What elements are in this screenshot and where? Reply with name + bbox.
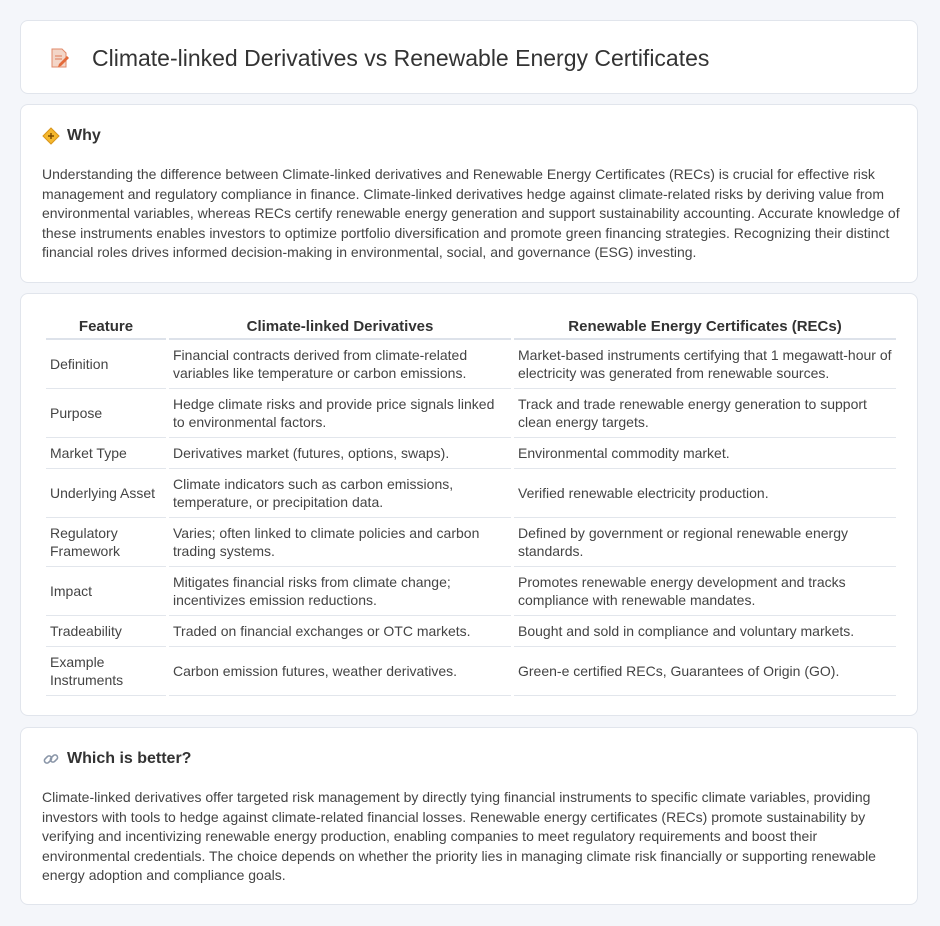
table-row — [46, 469, 896, 518]
climate-cell: Mitigates financial risks from climate change; incentivizes emission reductions. — [169, 567, 511, 616]
diamond-sign-icon — [42, 127, 60, 145]
feature-cell: Market Type — [46, 438, 166, 469]
feature-cell: Example Instruments — [46, 647, 166, 696]
feature-cell: Impact — [46, 567, 166, 616]
climate-cell: Derivatives market (futures, options, swaps). — [169, 438, 511, 469]
rec-cell: Bought and sold in compliance and voluntary markets. — [514, 616, 896, 647]
feature-cell: Underlying Asset — [46, 469, 166, 518]
rec-cell: Promotes renewable energy development and tracks compliance with renewable mandates. — [514, 567, 896, 616]
comparison-table — [43, 316, 899, 696]
feature-cell: Definition — [46, 340, 166, 389]
why-text: Understanding the difference between Climate-linked derivatives and Renewable Energy Certificates (RECs) is crucial for effective risk management and regulatory compliance in finance. Climate-linked derivatives hedge against climate-related risks by deriving value from environmental variables, whereas RECs certify renewable energy generation and support sustainability accounting. Accurate knowledge of these instruments enables investors to optimize portfolio diversification and promote green financing strategies. Recognizing their distinct financial roles drives informed decision-making in environmental, social, and governance (ESG) investing. — [42, 166, 900, 260]
rec-cell: Green-e certified RECs, Guarantees of Origin (GO). — [514, 647, 896, 696]
why-section — [20, 104, 918, 283]
feature-cell: Purpose — [46, 389, 166, 438]
better-heading: Which is better? — [67, 750, 192, 767]
header-climate-derivatives: Climate-linked Derivatives — [169, 316, 511, 340]
title-card — [20, 20, 918, 94]
header-recs: Renewable Energy Certificates (RECs) — [514, 316, 896, 340]
which-is-better-section — [20, 727, 918, 905]
climate-cell: Carbon emission futures, weather derivatives. — [169, 647, 511, 696]
why-heading: Why — [67, 127, 101, 144]
table-row — [46, 340, 896, 389]
table-row — [46, 518, 896, 567]
climate-cell: Climate indicators such as carbon emissions, temperature, or precipitation data. — [169, 469, 511, 518]
document-pencil-icon — [48, 47, 70, 69]
table-header-row — [46, 316, 896, 340]
page-title: Climate-linked Derivatives vs Renewable Energy Certificates — [92, 45, 710, 71]
feature-cell: Regulatory Framework — [46, 518, 166, 567]
climate-cell: Hedge climate risks and provide price signals linked to environmental factors. — [169, 389, 511, 438]
rec-cell: Environmental commodity market. — [514, 438, 896, 469]
table-row — [46, 389, 896, 438]
table-row — [46, 438, 896, 469]
better-text: Climate-linked derivatives offer targeted risk management by directly tying financial instruments to specific climate variables, providing investors with tools to hedge against climate-related financial losses. Renewable energy certificates (RECs) promote sustainability by verifying and incentivizing renewable energy production, enabling companies to meet regulatory requirements and boost their environmental credentials. The choice depends on whether the priority lies in managing climate risk financially or supporting renewable energy adoption and compliance goals. — [42, 789, 876, 883]
climate-cell: Varies; often linked to climate policies and carbon trading systems. — [169, 518, 511, 567]
table-row — [46, 567, 896, 616]
rec-cell: Defined by government or regional renewable energy standards. — [514, 518, 896, 567]
table-row — [46, 647, 896, 696]
rec-cell: Verified renewable electricity production. — [514, 469, 896, 518]
feature-cell: Tradeability — [46, 616, 166, 647]
header-feature: Feature — [46, 316, 166, 340]
rec-cell: Track and trade renewable energy generation to support clean energy targets. — [514, 389, 896, 438]
climate-cell: Traded on financial exchanges or OTC markets. — [169, 616, 511, 647]
table-row — [46, 616, 896, 647]
comparison-section — [20, 293, 918, 716]
rec-cell: Market-based instruments certifying that 1 megawatt-hour of electricity was generated from renewable sources. — [514, 340, 896, 389]
link-icon — [42, 750, 60, 768]
climate-cell: Financial contracts derived from climate-related variables like temperature or carbon emissions. — [169, 340, 511, 389]
